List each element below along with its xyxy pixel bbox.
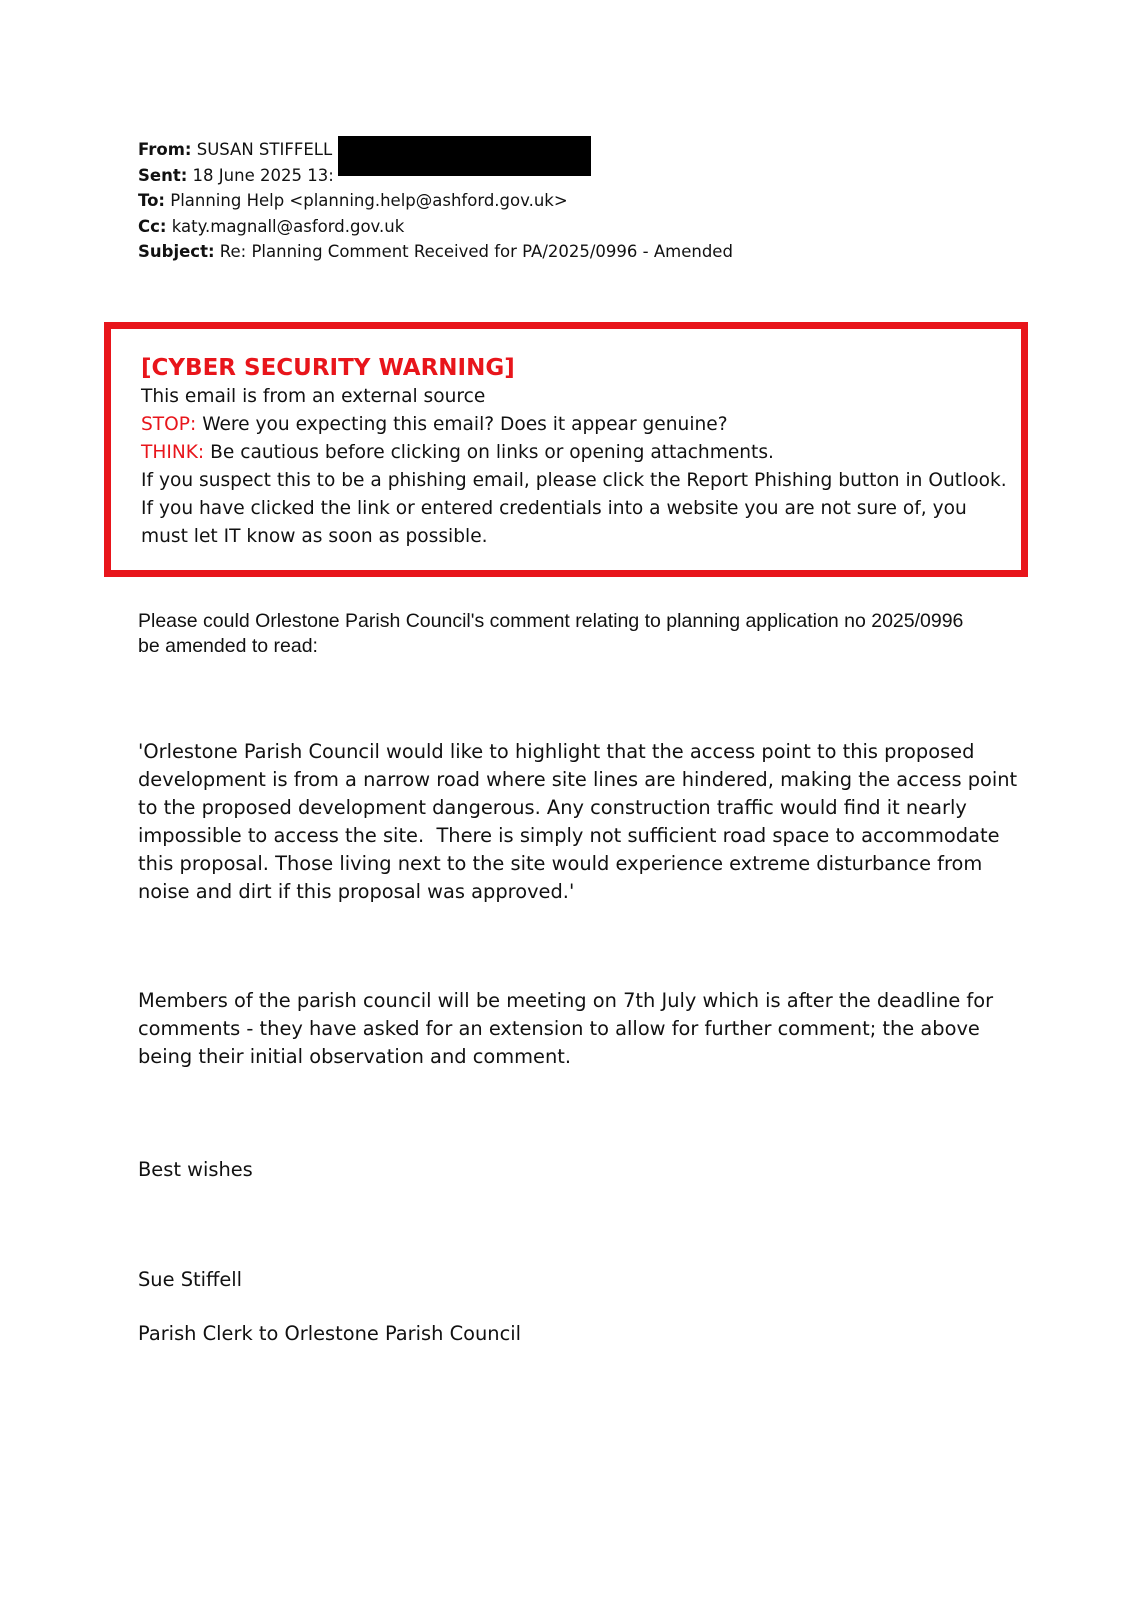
stop-text: Were you expecting this email? Does it appear genuine?	[196, 414, 728, 435]
to-value: Planning Help <planning.help@ashford.gov.uk>	[165, 191, 568, 210]
from-value: SUSAN STIFFELL	[191, 140, 333, 159]
subject-label: Subject:	[138, 242, 215, 261]
warning-stop-line	[141, 411, 1007, 439]
to-label: To:	[138, 191, 165, 210]
quoted-comment-paragraph: 'Orlestone Parish Council would like to highlight that the access point to this proposed development is from a narrow road where site lines are hindered, making the access point to the proposed development dangerous. Any construction traffic would find it nearly impossible to access the site. There is simply not sufficient road space to accommodate this proposal. Those living next to the site would experience extreme disturbance from noise and dirt if this proposal was approved.'	[138, 740, 1024, 903]
intro-paragraph: Please could Orlestone Parish Council's comment relating to planning application no 2025/0996 be amended to read:	[138, 610, 964, 657]
cc-label: Cc:	[138, 216, 167, 236]
warning-phishing-line: If you suspect this to be a phishing email, please click the Report Phishing button in Outlook.	[141, 470, 1007, 491]
warning-notify-it-line: must let IT know as soon as possible.	[141, 526, 488, 547]
members-paragraph: Members of the parish council will be meeting on 7th July which is after the deadline for comments - they have asked for an extension to allow for further comment; the above being their initial observation and comment.	[138, 989, 1000, 1068]
warning-think-line	[141, 439, 1007, 467]
warning-credentials-line: If you have clicked the link or entered credentials into a website you are not sure of, you	[141, 498, 967, 519]
from-label: From:	[138, 140, 192, 159]
redaction-block	[338, 136, 591, 176]
subject-value: Re: Planning Comment Received for PA/2025/0996 - Amended	[214, 242, 733, 261]
closing-line: Best wishes	[138, 1158, 253, 1181]
to-row	[138, 188, 733, 214]
warning-content	[141, 353, 1007, 551]
warning-title: [CYBER SECURITY WARNING]	[141, 355, 515, 381]
cc-value: katy.magnall@asford.gov.uk	[166, 216, 405, 236]
signature-name: Sue Stiffell	[138, 1268, 243, 1291]
subject-row	[138, 239, 733, 265]
signature-role: Parish Clerk to Orlestone Parish Council	[138, 1322, 522, 1345]
stop-label: STOP:	[141, 414, 197, 435]
sent-value: 18 June 2025 13:	[187, 165, 334, 185]
think-label: THINK:	[141, 442, 205, 463]
cc-row	[138, 214, 733, 240]
think-text: Be cautious before clicking on links or opening attachments.	[204, 442, 774, 463]
warning-external-line: This email is from an external source	[141, 386, 486, 407]
cyber-security-warning-box	[104, 322, 1028, 577]
sent-label: Sent:	[138, 165, 188, 185]
